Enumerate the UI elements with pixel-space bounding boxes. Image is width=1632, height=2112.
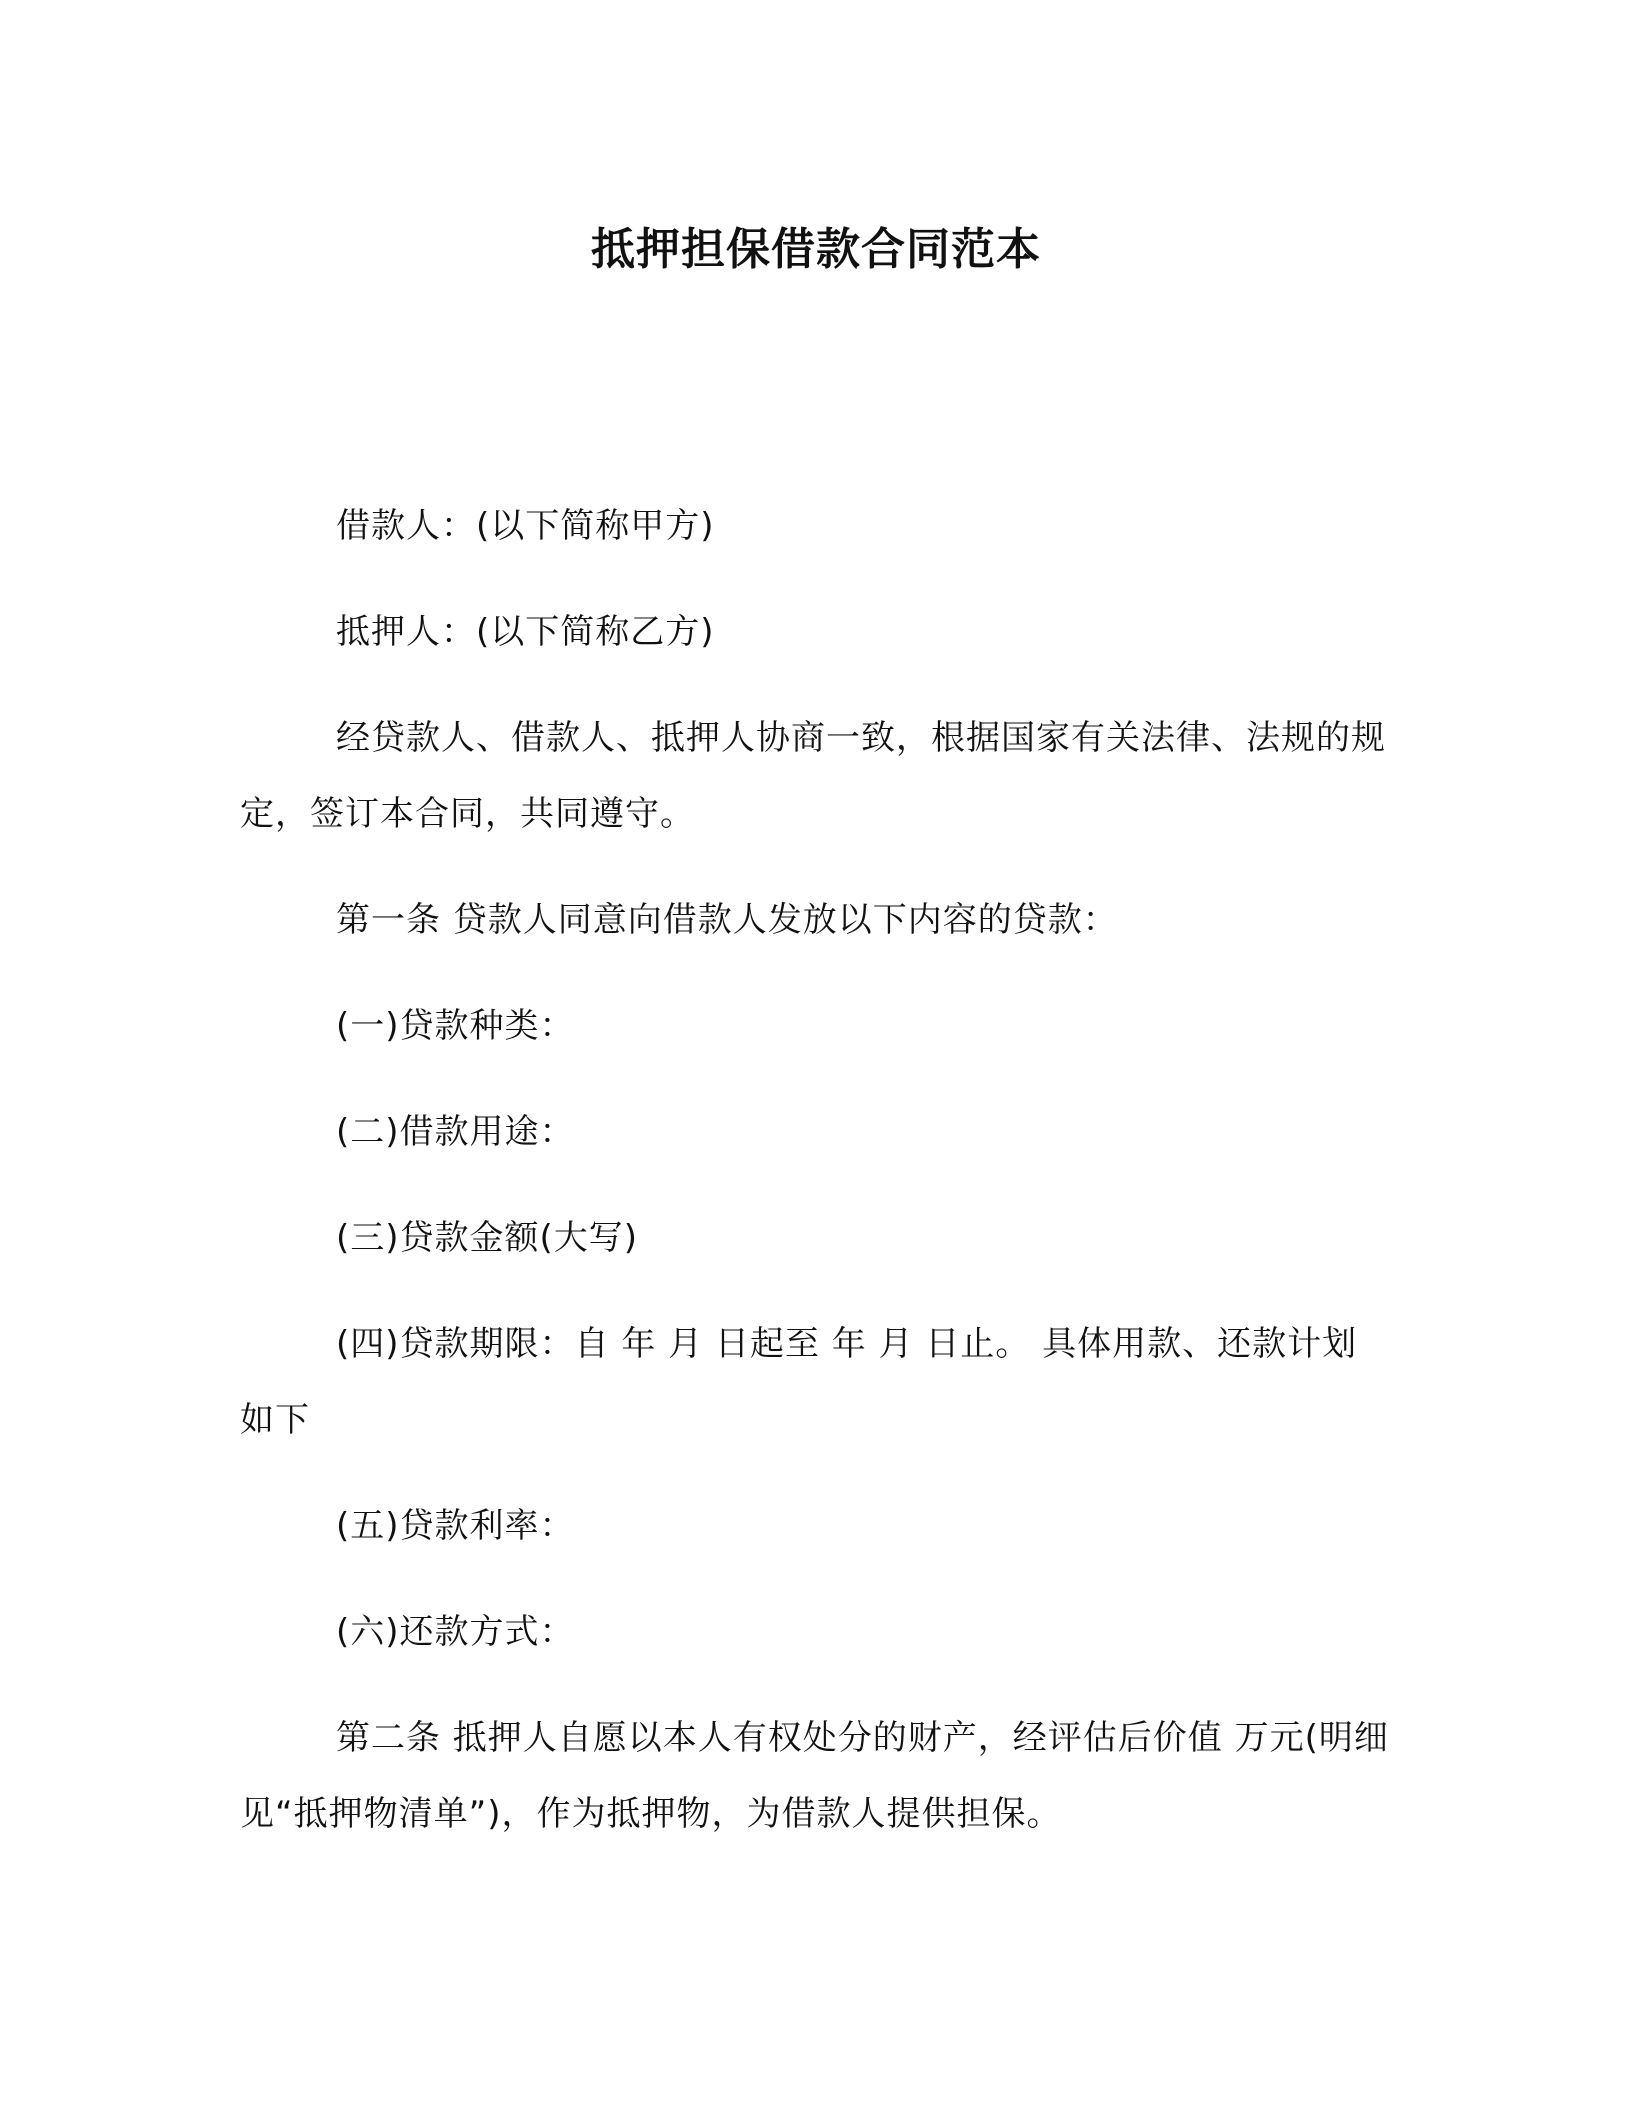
paragraph-loan-type: (一)贷款种类：	[336, 1006, 575, 1046]
paragraph-loan-purpose: (二)借款用途：	[336, 1112, 575, 1152]
paragraph-article-1: 第一条 贷款人同意向借款人发放以下内容的贷款：	[336, 900, 1118, 940]
paragraph-loan-amount: (三)贷款金额(大写)	[336, 1218, 639, 1258]
document-body	[240, 488, 1390, 1882]
paragraph-borrower: 借款人：(以下简称甲方)	[336, 506, 715, 546]
paragraph-mortgagor: 抵押人：(以下简称乙方)	[336, 612, 715, 652]
paragraph-loan-term: (四)贷款期限：自 年 月 日起至 年 月 日止。 具体用款、还款计划如下	[240, 1324, 1358, 1440]
page-title: 抵押担保借款合同范本	[591, 224, 1041, 275]
paragraph-interest-rate: (五)贷款利率：	[336, 1506, 575, 1546]
paragraph-repayment: (六)还款方式：	[336, 1612, 575, 1652]
paragraph-preamble: 经贷款人、借款人、抵押人协商一致，根据国家有关法律、法规的规定，签订本合同，共同遵守。	[240, 718, 1386, 834]
paragraph-article-2: 第二条 抵押人自愿以本人有权处分的财产，经评估后价值 万元(明细见“抵押物清单”)，作为抵押物，为借款人提供担保。	[240, 1718, 1389, 1834]
